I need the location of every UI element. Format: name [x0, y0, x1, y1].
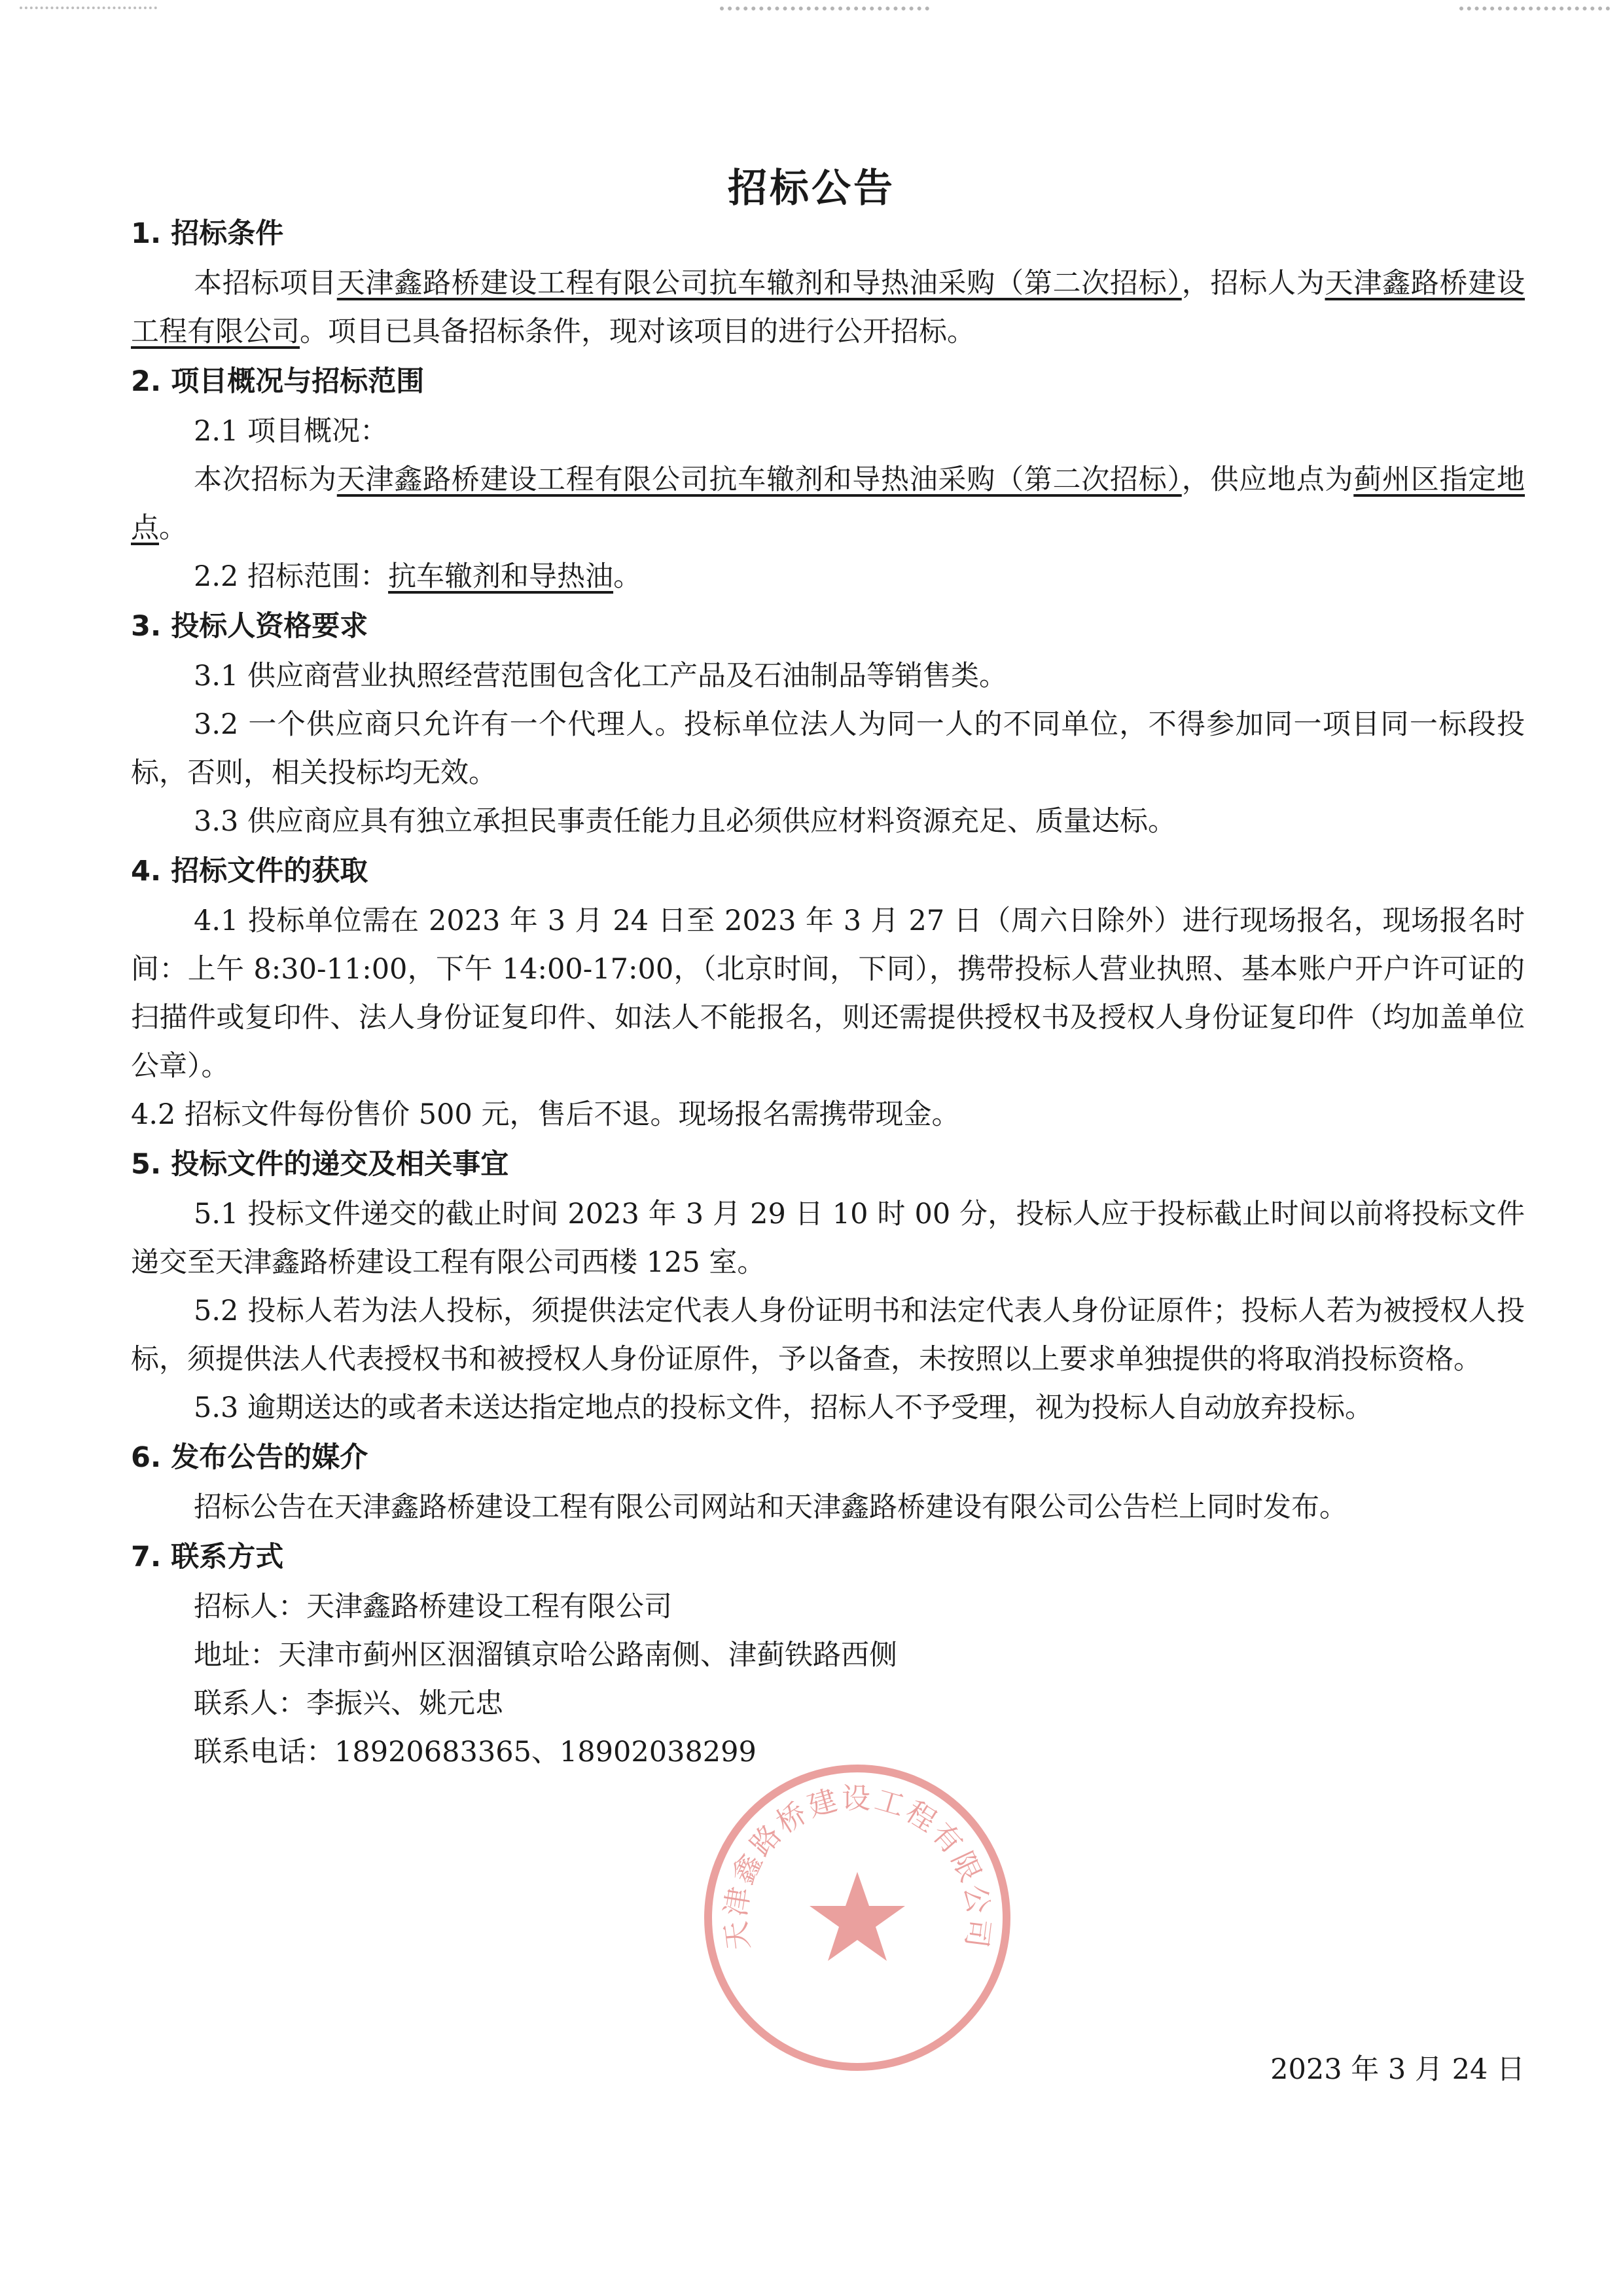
page-title: 招标公告 — [728, 166, 895, 211]
requirement-3-2: 3.2 一个供应商只允许有一个代理人。投标单位法人为同一人的不同单位，不得参加同一项目同一标段投标，否则，相关投标均无效。 — [131, 708, 1525, 789]
company-seal — [700, 1761, 1014, 2075]
subsection-2-2: 2.2 招标范围：抗车辙剂和导热油。 — [194, 560, 642, 593]
scan-artifact — [1459, 7, 1610, 27]
section-heading-6: 6. 发布公告的媒介 — [131, 1441, 368, 1474]
subsection-2-1: 2.1 项目概况： — [194, 415, 389, 448]
document-body — [131, 208, 1525, 1776]
paragraph-5-3: 5.3 逾期送达的或者未送达指定地点的投标文件，招标人不予受理，视为投标人自动放弃投标。 — [194, 1391, 1374, 1424]
paragraph-4-1: 4.1 投标单位需在 2023 年 3 月 24 日至 2023 年 3 月 27 日（周六日除外）进行现场报名，现场报名时间：上午 8:30-11:00，下午 14:00-17:00，（北京时间，下同），携带投标人营业执照、基本账户开户许可证的扫描件或复印件、法人身份证复印件、如法人不能报名，则还需提供授权书及授权人身份证复印件（均加盖单位公章）。 — [131, 905, 1525, 1083]
contact-tenderer: 招标人：天津鑫路桥建设工程有限公司 — [194, 1590, 672, 1623]
scan-artifact — [20, 7, 157, 26]
scan-artifact — [720, 7, 929, 27]
section-heading-7: 7. 联系方式 — [131, 1541, 284, 1573]
section-1-paragraph: 本招标项目天津鑫路桥建设工程有限公司抗车辙剂和导热油采购（第二次招标），招标人为天津鑫路桥建设工程有限公司。项目已具备招标条件，现对该项目的进行公开招标。 — [131, 267, 1525, 348]
section-heading-1: 1. 招标条件 — [131, 217, 284, 250]
seal-star-icon — [810, 1872, 905, 1961]
paragraph-5-2: 5.2 投标人若为法人投标，须提供法定代表人身份证明书和法定代表人身份证原件；投标人若为被授权人投标，须提供法人代表授权书和被授权人身份证原件，予以备查，未按照以上要求单独提供的将取消投标资格。 — [131, 1295, 1525, 1376]
tenderer-name: 天津鑫路桥建设工程有限公司 — [131, 267, 1525, 348]
contact-person: 联系人：李振兴、姚元忠 — [194, 1687, 503, 1720]
section-heading-5: 5. 投标文件的递交及相关事宜 — [131, 1148, 509, 1181]
seal-text: 天津鑫路桥建设工程有限公司 — [719, 1782, 996, 1952]
section-2-paragraph: 本次招标为天津鑫路桥建设工程有限公司抗车辙剂和导热油采购（第二次招标），供应地点为蓟州区指定地点。 — [131, 463, 1525, 545]
requirement-3-3: 3.3 供应商应具有独立承担民事责任能力且必须供应材料资源充足、质量达标。 — [194, 805, 1177, 838]
section-heading-4: 4. 招标文件的获取 — [131, 855, 368, 888]
paragraph-5-1: 5.1 投标文件递交的截止时间 2023 年 3 月 29 日 10 时 00 分，投标人应于投标截止时间以前将投标文件递交至天津鑫路桥建设工程有限公司西楼 125 室。 — [131, 1198, 1525, 1279]
supply-place: 蓟州区指定地点 — [131, 463, 1525, 545]
contact-phone: 联系电话：18920683365、18902038299 — [194, 1736, 757, 1768]
project-name: 天津鑫路桥建设工程有限公司抗车辙剂和导热油采购（第二次招标） — [336, 267, 1182, 300]
contact-address: 地址：天津市蓟州区洇溜镇京哈公路南侧、津蓟铁路西侧 — [194, 1639, 897, 1672]
paragraph-4-2: 4.2 招标文件每份售价 500 元，售后不退。现场报名需携带现金。 — [131, 1098, 960, 1131]
requirement-3-1: 3.1 供应商营业执照经营范围包含化工产品及石油制品等销售类。 — [194, 660, 1008, 692]
tender-scope: 抗车辙剂和导热油 — [388, 560, 614, 593]
paragraph-6-1: 招标公告在天津鑫路桥建设工程有限公司网站和天津鑫路桥建设有限公司公告栏上同时发布。 — [194, 1491, 1347, 1524]
notice-date: 2023 年 3 月 24 日 — [1270, 2053, 1525, 2086]
project-name: 天津鑫路桥建设工程有限公司抗车辙剂和导热油采购（第二次招标） — [336, 463, 1182, 496]
section-heading-2: 2. 项目概况与招标范围 — [131, 365, 425, 398]
section-heading-3: 3. 投标人资格要求 — [131, 610, 368, 643]
